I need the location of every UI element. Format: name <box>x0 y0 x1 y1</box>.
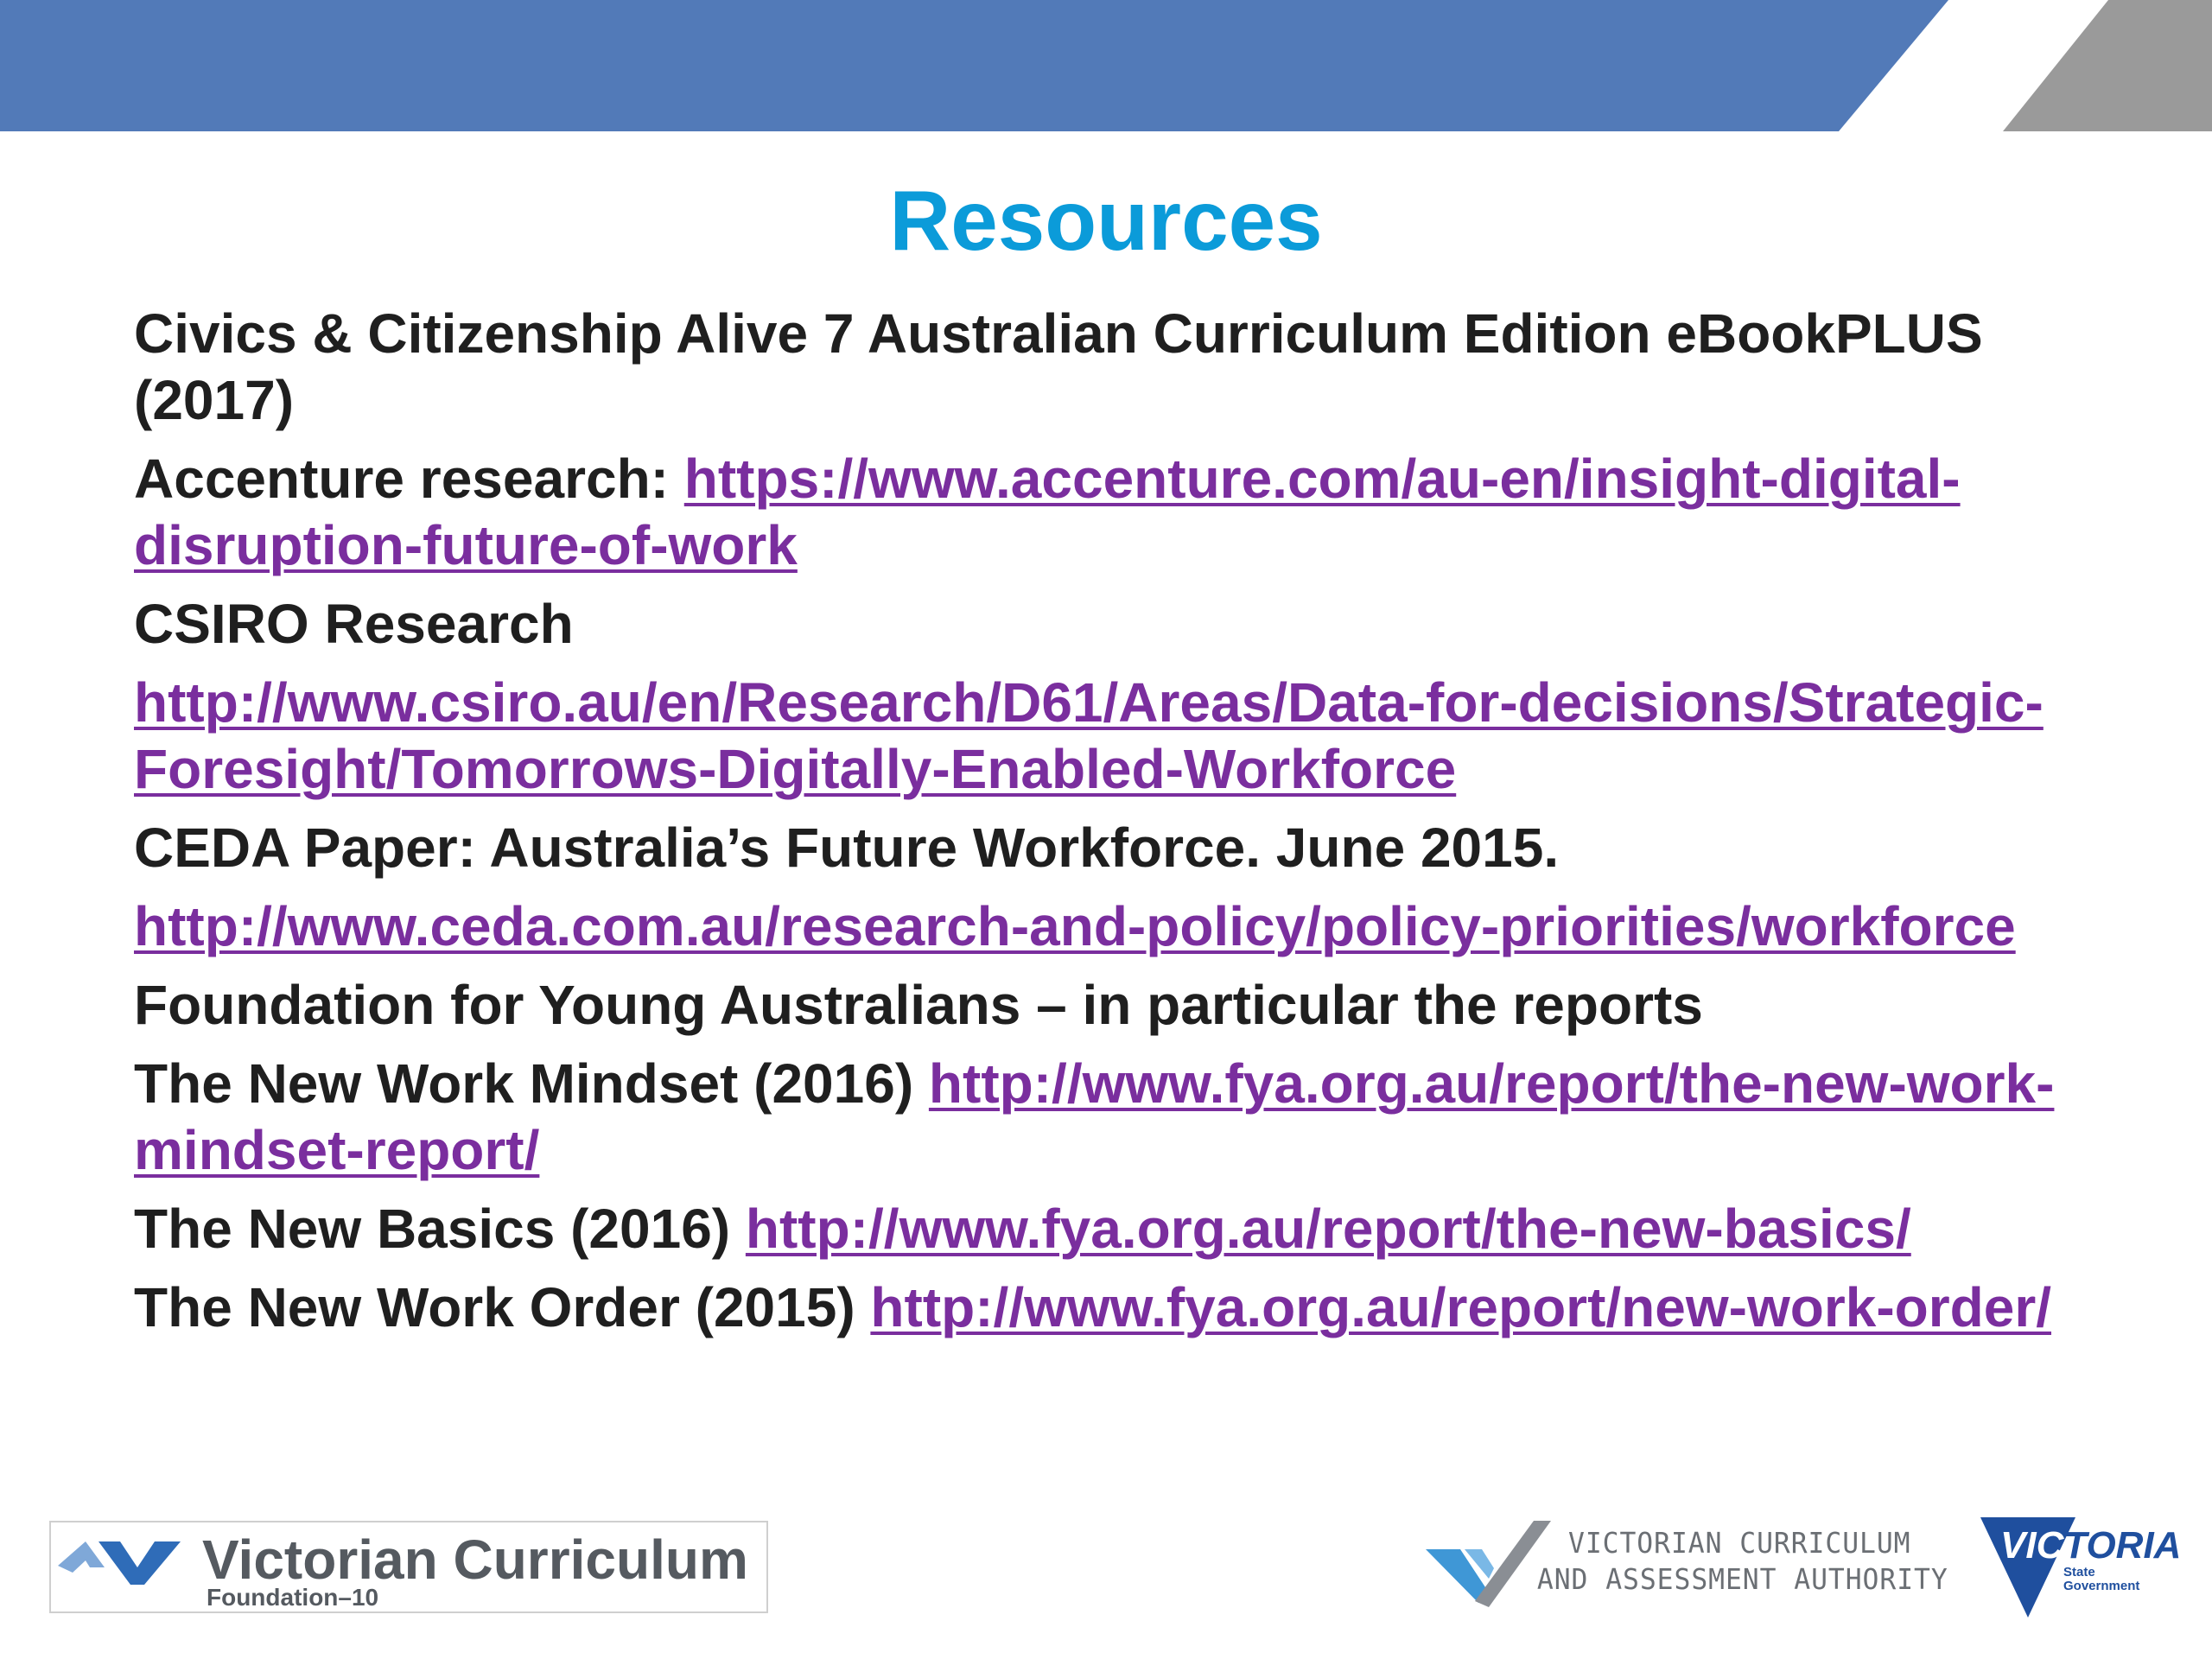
ceda-link[interactable]: http://www.ceda.com.au/research-and-policy/policy-priorities/workforce <box>134 895 2016 957</box>
resource-text: CSIRO Research <box>134 593 574 655</box>
resource-item <box>134 893 2104 960</box>
victoria-wordmark <box>2000 1524 2181 1567</box>
resource-item <box>134 815 2104 881</box>
resource-item <box>134 301 2104 434</box>
resource-item <box>134 972 2104 1039</box>
vcaa-line-1: VICTORIAN CURRICULUM <box>1568 1526 1911 1560</box>
resource-text: CEDA Paper: Australia’s Future Workforce. June 2015. <box>134 817 1560 879</box>
victoria-sub-2: Government <box>2063 1579 2140 1593</box>
resource-text: The New Work Mindset (2016) <box>134 1052 929 1115</box>
victoria-wordmark-part2: TORIA <box>2063 1524 2182 1567</box>
accenture-link[interactable]: https://www.accenture.com/au-en/insight-digital-disruption-future-of-work <box>134 448 1961 576</box>
vc-logo-name: Victorian Curriculum <box>202 1529 748 1591</box>
victoria-wordmark-part1: VIC <box>2000 1524 2064 1567</box>
resource-item <box>134 591 2104 658</box>
victorian-curriculum-logo <box>49 1521 768 1613</box>
vcaa-logo <box>1421 1516 1948 1620</box>
fya-new-work-order-link[interactable]: http://www.fya.org.au/report/new-work-order/ <box>870 1276 2051 1338</box>
resource-text: The New Work Order (2015) <box>134 1276 871 1338</box>
csiro-link[interactable]: http://www.csiro.au/en/Research/D61/Areas/Data-for-decisions/Strategic-Foresight/Tomorrows-Digitally-Enabled-Workforce <box>134 671 2044 800</box>
resource-text: Civics & Citizenship Alive 7 Australian Curriculum Edition eBookPLUS (2017) <box>134 302 1983 431</box>
fya-new-work-mindset-link[interactable]: http://www.fya.org.au/report/the-new-work-mindset-report/ <box>134 1052 2055 1181</box>
victoria-sub-1: State <box>2063 1565 2095 1580</box>
fya-new-basics-link[interactable]: http://www.fya.org.au/report/the-new-basics/ <box>745 1198 1911 1260</box>
victoria-state-government-logo <box>1979 1512 2182 1624</box>
resource-item <box>134 446 2104 579</box>
vcaa-logo-text <box>1536 1525 1948 1598</box>
resource-text: Foundation for Young Australians – in particular the reports <box>134 974 1703 1036</box>
resource-text: Accenture research: <box>134 448 684 510</box>
vc-logo-subtitle: Foundation–10 <box>207 1584 379 1611</box>
resource-item <box>134 1196 2104 1262</box>
resource-item <box>134 670 2104 803</box>
vc-chevron-icon <box>51 1522 202 1609</box>
footer-logos <box>0 1503 2212 1633</box>
slide-title: Resources <box>889 173 1323 268</box>
resource-item <box>134 1051 2104 1184</box>
resource-text: The New Basics (2016) <box>134 1198 746 1260</box>
top-banner <box>0 0 2212 131</box>
resources-list <box>134 301 2104 1353</box>
vcaa-line-2: AND ASSESSMENT AUTHORITY <box>1536 1562 1948 1596</box>
resource-item <box>134 1274 2104 1341</box>
victoria-subtext <box>2063 1566 2139 1593</box>
